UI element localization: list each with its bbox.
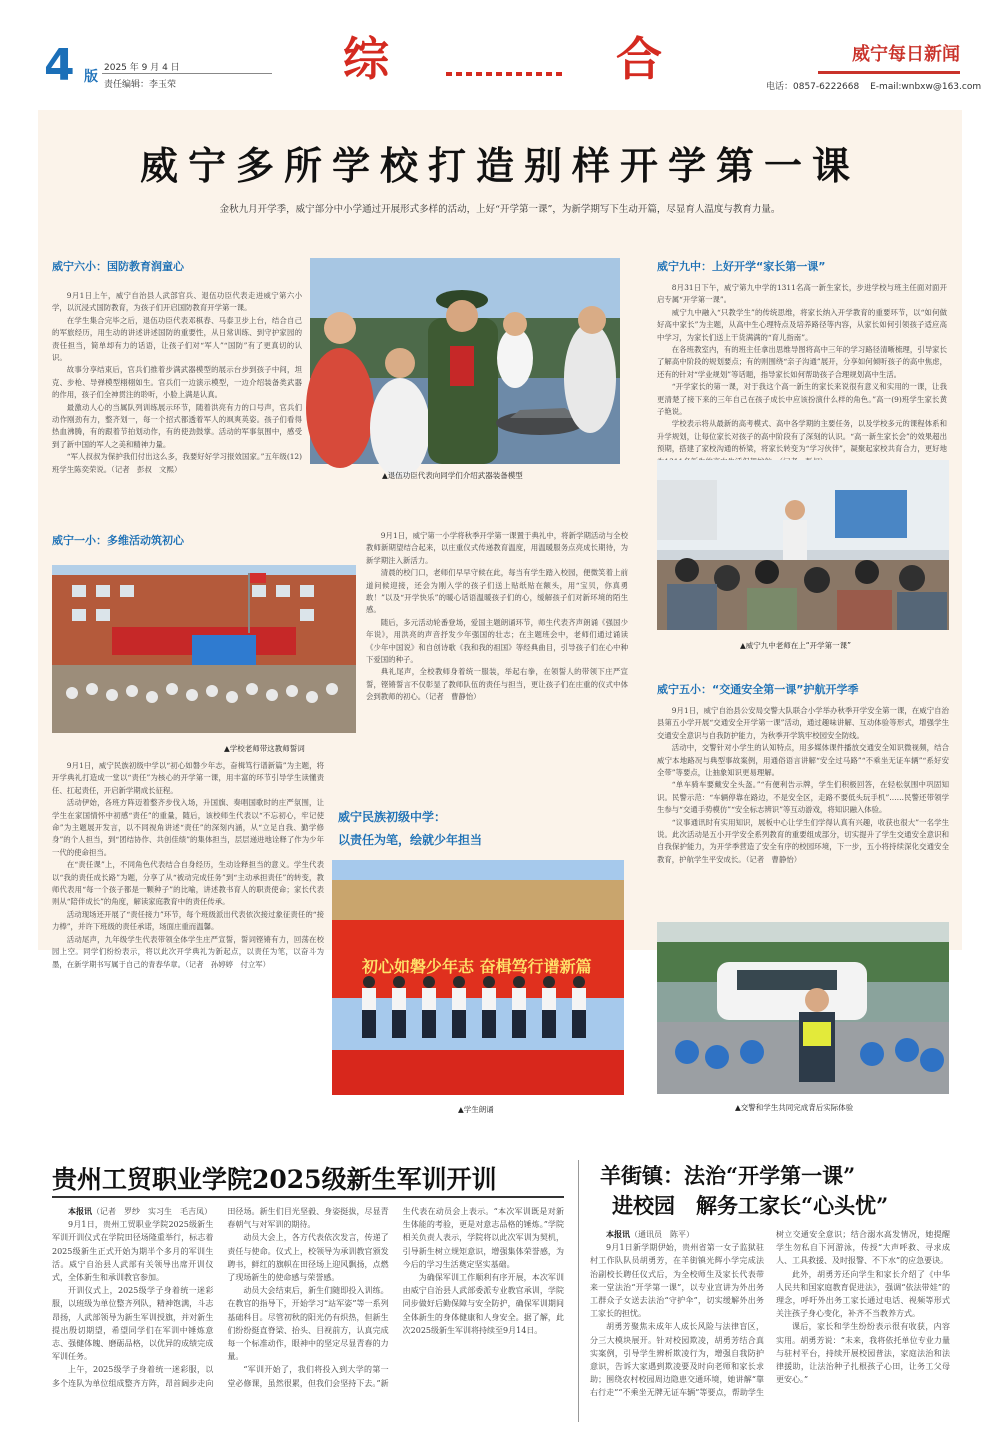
photo-illustration [657, 460, 949, 630]
photo-illustration [332, 860, 624, 1095]
paragraph [590, 1228, 764, 1241]
paragraph: 9月1日，威宁自治县公安局交警大队联合小学举办秋季开学安全第一课，在威宁自治县第五小学开展“交通安全开学第一课”活动，通过趣味讲解、互动体验等形式，增强学生交通安全意识与自我防护能力，为秋季开学筑牢校园安全防线。 [657, 706, 949, 740]
subhead-minzu-line1: 威宁民族初级中学： [338, 810, 447, 824]
article-title-military-training: 贵州工贸职业学院2025级新生军训开训 [52, 1165, 497, 1194]
paragraph: “军训开始了，我们将投入到大学的第一堂必修课，虽然很累，但我们会坚持下去。”新生代表在动员会上表示。“本次军训既是对新生体能的考验，更是对意志品格的锤炼。”学院相关负责人表示，学院将以此次军训为契机，引导新生树立规矩意识，增强集体荣誉感，为今后的学习生活奠定坚实基础。 [227, 1207, 564, 1388]
caption-wuxiao: ▲交警和学生共同完成背后实际体验 [735, 1103, 854, 1112]
title-underline [52, 1196, 564, 1198]
subhead-yixiao: 威宁一小：多维活动筑初心 [52, 534, 184, 547]
paragraph: 9月1日，威宁民族初级中学以“初心如磐少年志，奋楫笃行谱新篇”为主题，将开学典礼打造成一堂以“责任”为核心的开学第一课，用丰富的环节引导学生读懂责任、扛起责任，开启新学期成长征程。 [52, 761, 324, 795]
photo-teacher-lecturing-parents [657, 460, 949, 630]
article-title-law-class-line1: 羊街镇：法治“开学第一课” [600, 1163, 856, 1188]
paragraph: 在“责任课”上，不同角色代表结合自身经历，生动诠释担当的意义。学生代表以“我的责任成长路”为题，分享了从“被动完成任务”到“主动承担责任”的转变，教师代表用“每一个孩子都是一颗种子”的比喻，讲述教书育人的职责使命；家长代表则从“陪伴成长”的角度，解读家庭教育中的责任传承。 [52, 860, 324, 907]
paragraph: 活动中，交警针对小学生的认知特点，用多媒体课件播放交通安全知识微视频，结合威宁本地路况与典型事故案例，用通俗语言讲解“安全过马路”“不乘坐无证车辆”“系好安全带”等要点，让抽象知识更易理解。 [657, 743, 949, 778]
caption-text: 退伍功臣代表向同学们介绍武器装备模型 [387, 471, 523, 480]
caption-text: 学校老师带这教师誓词 [229, 744, 305, 753]
article-law-class [590, 1228, 950, 1424]
paragraph: 故事分享结束后，官兵们推着步满武器模型的展示台步到孩子中间，坦克、步枪、导弹模型栩栩如生。官兵们一边演示模型，一边介绍装备类武器的作用，孩子们全神贯注的聆听，小脸上满是认真。 [52, 365, 302, 400]
subhead-minzu-line2: 以责任为笔，绘就少年担当 [338, 833, 483, 847]
feature-lead: 金秋九月开学季，威宁部分中小学通过开展形式多样的活动，上好“开学第一课”，为新学期写下生动开篇，尽显育人温度与教育力量。 [219, 204, 781, 215]
paragraph: “议事通讯时有实用知识，展板中心让学生们学得认真有兴趣，收获也很大”一名学生说。此次活动是五小开学安全系列教育的重要组成部分，切实提升了学生交通安全意识和自我保护能力，为开学季营造了安全有序的校园环境，下一步，五小将持续深化交通安全教育，护航学生平安成长。（记者 曹静怡） [657, 817, 949, 864]
photo-students-reciting [332, 860, 624, 1095]
paragraph: 清晨的校门口，老师们早早守候在此，每当有学生踏入校园，便微笑着上前道问候迎接，还会为刚入学的孩子们送上贴纸贴在额头，用“宝贝，你真勇敢！”以及“开学快乐”的暖心话语温暖孩子们的心，缓解孩子们对新环境的陌生感。 [366, 568, 628, 615]
photo-traffic-police-with-students [657, 922, 949, 1094]
page-number: 4 [44, 40, 75, 91]
feature-headline: 威宁多所学校打造别样开学第一课 [139, 143, 860, 188]
section-title-char-2: 合 [616, 32, 662, 86]
paragraph: “开学家长的第一课，对于我这个高一新生的家长来说很有意义和实用的一课，让我更清楚了接下来的三年自己在孩子成长中应该扮演什么样的角色。”高一(9)班学生家长黄子艳说。 [657, 382, 947, 417]
byline-credit: （通讯员 陈平） [630, 1230, 694, 1239]
paragraph: 最激动人心的当属队列训练展示环节，随着洪亮有力的口号声，官兵们动作刚劲有力，整齐划一，每一个招式都透着军人的飒爽英姿。孩子们看得热血沸腾，有的跟着节拍划动作，有的使劲鼓掌。活动的军事氛围中，感受到了新中国的军人之美和精神力量。 [52, 402, 302, 449]
photo-school-ceremony-crowd [52, 565, 356, 733]
caption-minzu: ▲学生朗诵 [458, 1105, 494, 1114]
column-divider [578, 1160, 579, 1422]
paragraph: “军人叔叔为保护我们付出这么多，我要好好学习报效国家。”五年级(12)班学生陈奕荣说。（记者 彭叔 文熙） [52, 452, 302, 474]
subhead-wuxiao: 威宁五小：“交通安全第一课”护航开学季 [657, 683, 859, 696]
subhead-liuxiao: 威宁六小：国防教育润童心 [52, 260, 184, 273]
photo-illustration [657, 922, 949, 1094]
subhead-jiuzhong: 威宁九中：上好开学“家长第一课” [657, 260, 826, 273]
phone-text: 电话：0857-6222668 [766, 82, 860, 92]
section-title-decoration [446, 72, 566, 76]
caption-liuxiao: ▲退伍功臣代表向同学们介绍武器装备模型 [382, 471, 523, 480]
paragraph: 活动尾声，九年级学生代表带领全体学生庄严宣誓，誓词铿锵有力，回荡在校园上空。同学们纷纷表示，将以此次开学典礼为新起点，以责任为笔，以奋斗为墨，在新学期书写属于自己的青春华章。（记者 孙婷婷 付立军） [52, 934, 324, 969]
paragraph: 学校表示将从最新的高考模式、高中各学期的主要任务，以及学校多元的课程体系和升学规划，让每位家长对孩子的高中阶段有了深刻的认识。“高一新生家长会”的效果超出预期，搭建了家校沟通的桥梁，将家长转变为“学习伙伴”，凝聚起家校共育合力，更好地 [657, 419, 947, 454]
byline-credit: （记者 罗纱 实习生 毛吉凤） [92, 1207, 212, 1216]
paragraph: “单车骑车要戴安全头盔。”“有便利告示牌，学生们积极回答，在轻松氛围中巩固知识。民警示范：“车辆停靠在路边，不是安全区，走路不要低头玩手机”……民警还带领学生参与“交通手势模仿”“安全标志辨识”等互动游戏，将知识融入体验。 [657, 780, 949, 815]
paragraph: 在学生集合完毕之后，退伍功臣代表邓棋春、马泰卫步上台，结合自己的军旅经历，用生动的讲述讲述国防的重要性，从日常训练、到守护家园的责任担当，简单却有力的话语，让孩子们对“军人”“国防”有了更真切的认识。 [52, 315, 302, 363]
paragraph: 8月31日下午，威宁第九中学的1311名高一新生家长，步进学校与班主任面对面开启专属“开学第一课”。 [657, 283, 947, 305]
paragraph: 为确保军训工作顺利有序开展，本次军训由威宁自治县人武部委派专业教官承训，学院同步做好后勤保障与安全防护，确保军训期间全体新生的身体健康和人身安全。据了解，此次2025级新生军训将持续至9月14日。 [402, 1273, 564, 1335]
article-military-training [52, 1205, 564, 1423]
paragraph: 活动伊始，各班方阵迈着整齐步伐入场，升国旗、奏唱国歌时的庄严氛围，让学生在家国情怀中初感“责任”的重量，随后，该校师生代表以“不忘初心，牢记使命”为主题展开发言，以不同视角讲述“责任”的深刻内涵，从“立足自我、勤学修身”的个人担当，到“团结协作、共创佳绩”的集体担当，层层递进地诠释了作为少年一代的使命担当。 [52, 798, 324, 857]
paragraph: 在各班教室内，有的班主任拿出思维导图将高中三年的学习路径清晰梳理，引导家长了解高中阶段的规划要点；有的则围绕“亲子沟通”展开，分享如何倾听孩子的高中焦虑，还有的针对“学业规划”等话题，指导家长如何帮助孩子合理规划高中生活。 [657, 345, 947, 379]
paragraph: 9月1日，贵州工贸职业学院2025级新生军训开训仪式在学院田径场隆重举行，标志着2025级新生正式开始为期半个多月的军训生活。威宁自治县人武部有关领导出席开训仪式，全体新生和承训教官参加。 [52, 1220, 214, 1283]
paragraph: 动员大会结束后，新生们随即投入训练。在教官的指导下，开始学习“站军姿”等一系列基础科目。尽管初秋的阳光仍有炽热，但新生们纷纷挺直脊梁、抬头、目视前方，认真完成每一个标准动作，眼神中的坚定尽显青春的力量。 [227, 1286, 389, 1362]
byline-tag: 本报讯 [68, 1206, 92, 1216]
byline-tag: 本报讯 [606, 1229, 630, 1239]
article-jiuzhong [657, 282, 947, 454]
paragraph: 开训仪式上，2025级学子身着统一迷彩服，以班级为单位整齐列队，精神饱满，斗志昂扬，人武部领导为新生军训授旗，并对新生提出殷切期望，希望同学们在军训中锤炼意志、强健体魄、磨砺品格，以优异的成绩完成军训任务。 [52, 1286, 214, 1362]
paragraph: 活动现场还开展了“责任接力”环节，每个班级派出代表依次接过象征责任的“接力棒”，并许下班级的责任承诺，场面庄重而温馨。 [52, 909, 324, 932]
paragraph: 典礼尾声，全校教师身着统一服装，举起右拳，在领誓人的带领下庄严宣誓，铿锵誓言不仅彰显了教师队伍的责任与担当，更让孩子们在庄重的仪式中体会到教师的初心。（记者 曹静怡） [366, 667, 628, 702]
article-minzu [52, 760, 324, 1120]
paragraph: 此外，胡勇芳还向学生和家长介绍了《中华人民共和国家庭教育促进法》，强调“依法带娃”的理念，呼吁外出务工家长通过电话、视频等形式关注孩子身心变化，补齐不当教养方式。 [776, 1269, 950, 1319]
paragraph: 9月1日，威宁第一小学将秋季开学第一课置于典礼中，将新学期活动与全校教师新期望结合起来，以庄重仪式传递教育温度，用温暖服务点亮成长期待，为新学期注入新活力。 [366, 531, 628, 565]
section-title-char-1: 综 [343, 32, 389, 86]
banner-text: 初心如磐少年志 奋楫笃行谱新篇 [362, 957, 592, 976]
paragraph: 威宁九中融入“只教学生”的传统思维，将家长纳入开学教育的重要环节，以“如何做好高中家长”为主题，从高中生心理特点及培养路径等内容，从家长如何引领孩子适应高中学习，为家长们送上干货满满的“育儿指南”。 [657, 307, 947, 342]
article-title-law-class-line2: 进校园 解务工家长“心头忧” [612, 1193, 889, 1218]
caption-yixiao: ▲学校老师带这教师誓词 [224, 744, 305, 753]
photo-illustration [310, 258, 620, 464]
article-yixiao [366, 530, 628, 730]
paragraph: 动员大会上，各方代表依次发言，传递了责任与使命。仪式上，校领导为承训教官颁发聘书，鲜红的旗帜在田径场上迎风飘扬，点燃了现场新生的使命感与荣誉感。 [227, 1233, 389, 1283]
paragraph: 胡勇芳聚焦未成年人成长风险与法律盲区，分三大模块展开。针对校园欺凌，胡勇芳结合真实案例，引导学生辨析欺凌行为，增强自我防护意识，告诉大家遇到欺凌要及时向老师和家长求助；围绕农村校园周边隐患交通环境，她讲解“靠右行走”“不乘坐无牌无证车辆”等要点，帮助学生树立交通安全意识；结合溺水高发情况，她提醒学生勿私自下河游泳，传授“大声呼救、寻求成人、工具救援、及时报警、不下水”的应急要诀。 [590, 1230, 950, 1398]
photo-military-officer-with-students [310, 258, 620, 464]
email-text: E-mail:wnbxw@163.com [870, 82, 982, 92]
photo-illustration [52, 565, 356, 733]
paragraph: 课后，家长和学生纷纷表示很有收获，内容实用。胡勇芳说：“未来，我将依托单位专业力量与驻村平台，持续开展校园普法，家庭法治和法律援助，让法治种子扎根孩子心田，让务工父母更安心。” [776, 1322, 950, 1385]
paragraph [52, 1205, 213, 1218]
article-wuxiao [657, 705, 949, 915]
masthead [0, 0, 1000, 100]
contact-info [766, 79, 989, 92]
issue-date: 2025 年 9 月 4 日 [104, 63, 180, 73]
caption-text: 学生朗诵 [463, 1105, 494, 1114]
caption-text: 交警和学生共同完成背后实际体验 [740, 1103, 854, 1112]
caption-text: 威宁九中老师在上“开学第一课” [745, 641, 852, 650]
paragraph: 上午，2025级学子身着统一迷彩服，以多个连队为单位组成整齐方阵，昂首阔步走向田径场。新生们目光坚毅、身姿挺拔，尽显青春朝气与对军训的期待。 [52, 1207, 389, 1388]
paragraph: 9月1日新学期伊始，贵州省第一女子监狱驻村工作队队员胡勇芳，在羊街镇光辉小学完成法治副校长聘任仪式后，为全校师生及家长代表带来一堂法治“开学第一课”，以专业宣讲为外出务工群众子女送去法治“守护伞”，切实缓解外出务工家长的担忧。 [590, 1243, 764, 1319]
article-liuxiao [52, 290, 302, 480]
date-divider [102, 73, 272, 74]
editor-credit: 责任编辑：李玉荣 [104, 80, 177, 90]
newspaper-logo: 威宁每日新闻 [818, 40, 960, 74]
page-suffix: 版 [84, 69, 98, 85]
paragraph: 9月1日上午，威宁自治县人武部官兵、退伍功臣代表走进威宁第六小学，以沉浸式国防教育，为孩子们开启国防教育开学第一课。 [52, 291, 302, 313]
caption-jiuzhong: ▲威宁九中老师在上“开学第一课” [740, 641, 852, 650]
paragraph: 随后，多元活动轮番登场，爱国主题朗诵环节，师生代表齐声朗诵《强国少年说》，用洪亮的声音抒发少年强国的壮志；在主题班会中，老师们通过诵读《少年中国说》和自创诗歌《我和我的祖国》等经典曲目，引导孩子们在心中种下爱国的种子。 [366, 617, 628, 665]
